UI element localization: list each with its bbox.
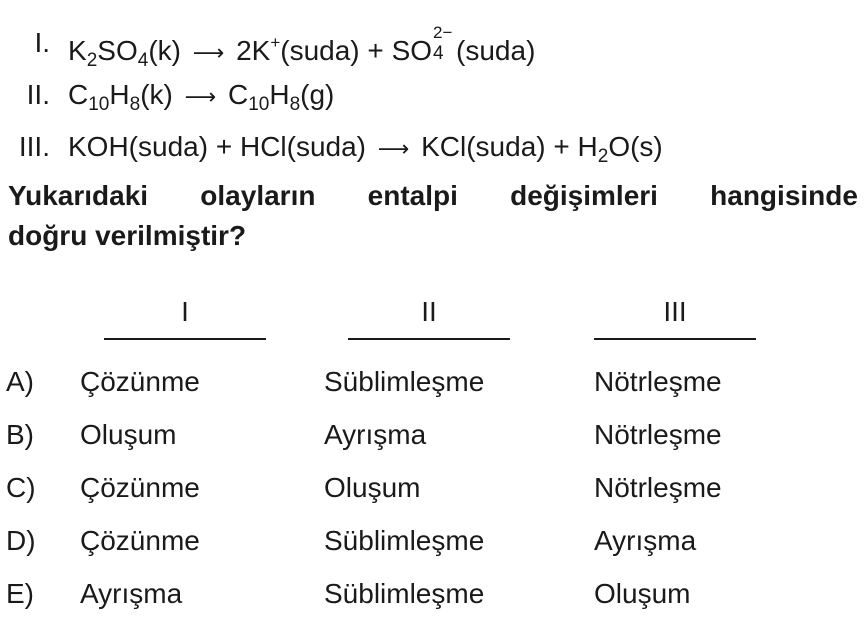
formula-text: SO: [97, 35, 138, 66]
question-word: Yukarıdaki: [8, 180, 149, 211]
plus-sign: +: [215, 131, 233, 162]
column-header-2: II: [421, 296, 437, 327]
formula-text: H: [577, 131, 598, 162]
answer-option-d[interactable]: [0, 521, 864, 561]
option-cell-1: Çözünme: [80, 366, 200, 397]
reaction-3-number: III.: [18, 131, 50, 162]
subscript: 8: [129, 94, 141, 115]
option-letter: B): [6, 419, 34, 450]
question-word: olayların: [200, 180, 316, 211]
answer-option-b[interactable]: [0, 415, 864, 455]
formula-text: SO: [391, 35, 433, 66]
option-cell-2: Süblimleşme: [324, 366, 485, 397]
subscript: 4: [433, 43, 444, 64]
subscript: 2: [597, 146, 609, 167]
option-cell-1: Çözünme: [80, 525, 200, 556]
option-cell-3: Ayrışma: [594, 525, 697, 556]
option-letter: A): [6, 366, 34, 397]
question-word: entalpi: [367, 180, 458, 211]
formula-text: C: [227, 79, 249, 110]
state-label: (k): [140, 79, 173, 110]
option-cell-3: Nötrleşme: [594, 472, 722, 503]
reaction-1-number: I.: [34, 27, 50, 58]
state-label: (suda): [456, 35, 536, 66]
formula-text: KCl(suda): [421, 131, 546, 162]
option-cell-3: Nötrleşme: [594, 366, 722, 397]
formula-text: HCl(suda): [239, 131, 366, 162]
superscript: +: [270, 33, 281, 52]
subscript: 2: [86, 50, 98, 71]
option-cell-2: Süblimleşme: [324, 578, 485, 609]
state-label: (g): [300, 79, 335, 110]
answer-option-c[interactable]: [0, 468, 864, 508]
formula-text: KOH(suda): [68, 131, 209, 162]
question-line-2: doğru verilmiştir?: [8, 220, 247, 251]
plus-sign: +: [367, 35, 384, 66]
reaction-3-equation: [68, 130, 663, 174]
state-label: (suda): [280, 35, 360, 66]
reaction-arrow-icon: ⟶: [377, 136, 410, 161]
question-line-1: [8, 176, 858, 216]
option-cell-3: Nötrleşme: [594, 419, 722, 450]
question-word: hangisinde: [710, 180, 858, 211]
option-cell-2: Süblimleşme: [324, 525, 485, 556]
reaction-2-equation: [68, 78, 334, 122]
column-rule-2: [348, 338, 510, 340]
formula-text: 2K: [236, 35, 271, 66]
option-cell-1: Çözünme: [80, 472, 200, 503]
option-cell-1: Ayrışma: [80, 578, 183, 609]
option-letter: C): [6, 472, 36, 503]
formula-text: O(s): [608, 131, 663, 162]
superscript: 2−: [433, 23, 453, 42]
column-header-3: III: [663, 296, 687, 327]
reaction-1-equation: [68, 23, 536, 78]
formula-text: H: [109, 79, 130, 110]
subscript: 8: [289, 94, 301, 115]
reaction-arrow-icon: ⟶: [192, 40, 225, 65]
option-cell-1: Oluşum: [80, 419, 177, 450]
column-header-1: I: [181, 296, 189, 327]
option-cell-3: Oluşum: [594, 578, 691, 609]
subscript: 4: [137, 50, 149, 71]
ion-charge-stack: [432, 23, 456, 64]
state-label: (k): [148, 35, 181, 66]
option-letter: D): [6, 525, 36, 556]
answer-option-e[interactable]: [0, 574, 864, 614]
question-text: [8, 176, 858, 256]
formula-text: K: [68, 35, 87, 66]
option-cell-2: Ayrışma: [324, 419, 427, 450]
answer-option-a[interactable]: [0, 362, 864, 402]
option-cell-2: Oluşum: [324, 472, 421, 503]
subscript: 10: [88, 94, 110, 115]
option-letter: E): [6, 578, 34, 609]
plus-sign: +: [553, 131, 570, 162]
column-rule-1: [104, 338, 266, 340]
question-word: değişimleri: [510, 180, 658, 211]
reaction-2-number: II.: [26, 79, 50, 110]
formula-text: C: [68, 79, 89, 110]
column-rule-3: [594, 338, 756, 340]
formula-text: H: [269, 79, 290, 110]
reaction-arrow-icon: ⟶: [184, 84, 217, 109]
subscript: 10: [248, 94, 270, 115]
